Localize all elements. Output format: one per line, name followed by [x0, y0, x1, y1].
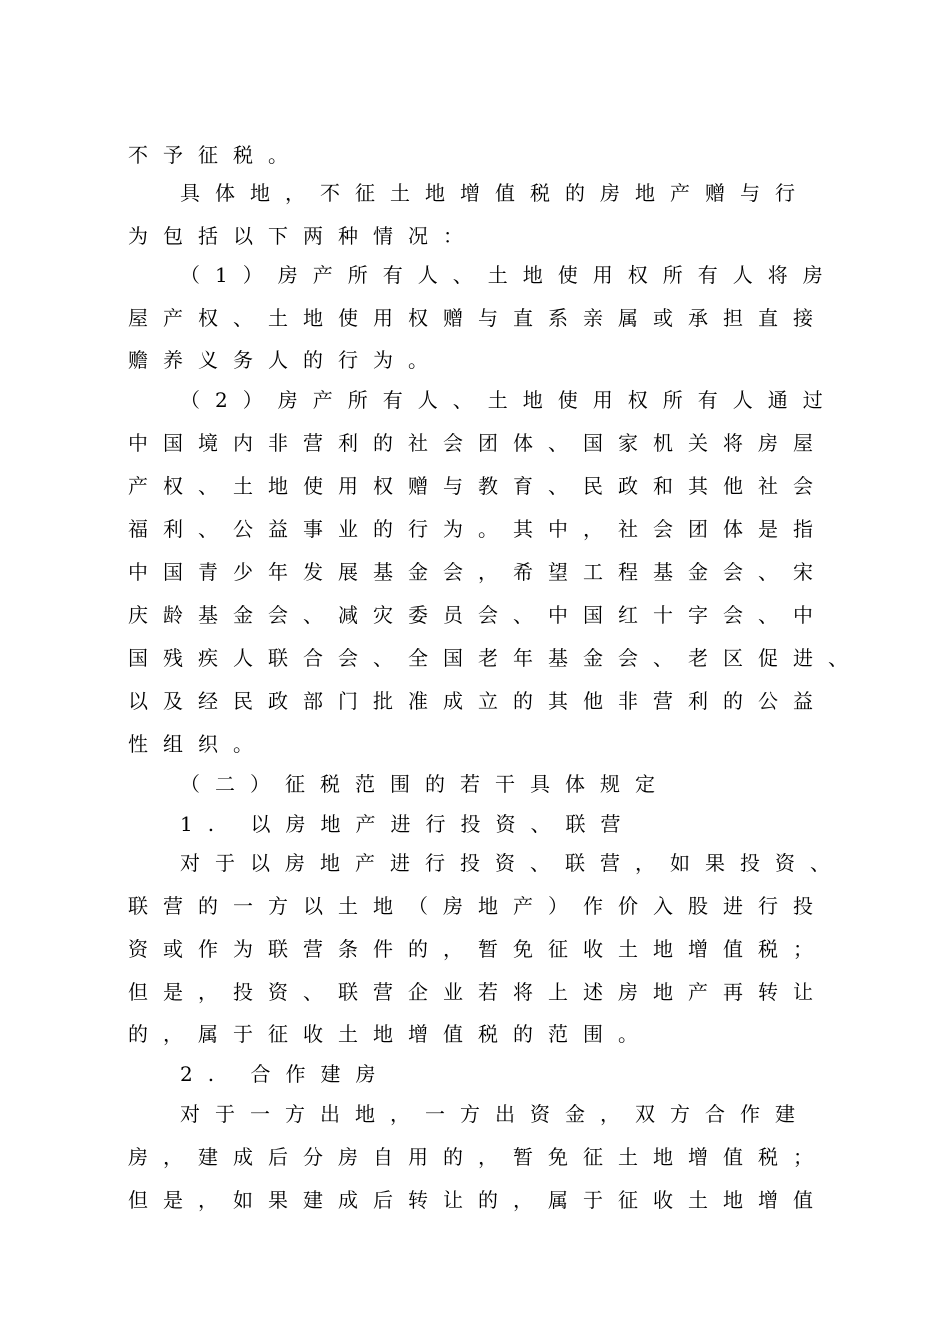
text-line: 庆龄基金会、减灾委员会、中国红十字会、中	[128, 603, 828, 627]
text-line: 赡养义务人的行为。	[128, 348, 443, 372]
subsection-heading: 1. 以房地产进行投资、联营	[180, 812, 636, 836]
text-line: 对于以房地产进行投资、联营，如果投资、	[180, 851, 845, 875]
text-line: 对于一方出地，一方出资金，双方合作建	[180, 1102, 810, 1126]
text-line: 但是，如果建成后转让的，属于征收土地增值	[128, 1188, 828, 1212]
subsection-heading: 2. 合作建房	[180, 1062, 391, 1086]
section-heading: （二）征税范围的若干具体规定	[180, 772, 670, 796]
text-line: 以及经民政部门批准成立的其他非营利的公益	[128, 689, 828, 713]
text-line: （2）房产所有人、土地使用权所有人通过	[180, 388, 838, 412]
text-line: 性组织。	[128, 732, 268, 756]
text-line: 中国青少年发展基金会，希望工程基金会、宋	[128, 560, 828, 584]
text-line: 不予征税。	[128, 143, 303, 167]
text-line: 资或作为联营条件的，暂免征收土地增值税；	[128, 937, 828, 961]
text-line: 的，属于征收土地增值税的范围。	[128, 1022, 653, 1046]
text-line: 但是，投资、联营企业若将上述房地产再转让	[128, 980, 828, 1004]
text-line: 国残疾人联合会、全国老年基金会、老区促进、	[128, 646, 863, 670]
text-line: 为包括以下两种情况：	[128, 224, 478, 248]
text-line: 联营的一方以土地（房地产）作价入股进行投	[128, 894, 828, 918]
text-line: 福利、公益事业的行为。其中，社会团体是指	[128, 517, 828, 541]
text-line: 产权、土地使用权赠与教育、民政和其他社会	[128, 474, 828, 498]
text-line: 屋产权、土地使用权赠与直系亲属或承担直接	[128, 306, 828, 330]
text-line: 具体地，不征土地增值税的房地产赠与行	[180, 181, 810, 205]
text-line: 房，建成后分房自用的，暂免征土地增值税；	[128, 1145, 828, 1169]
text-line: （1）房产所有人、土地使用权所有人将房	[180, 263, 838, 287]
text-line: 中国境内非营利的社会团体、国家机关将房屋	[128, 431, 828, 455]
